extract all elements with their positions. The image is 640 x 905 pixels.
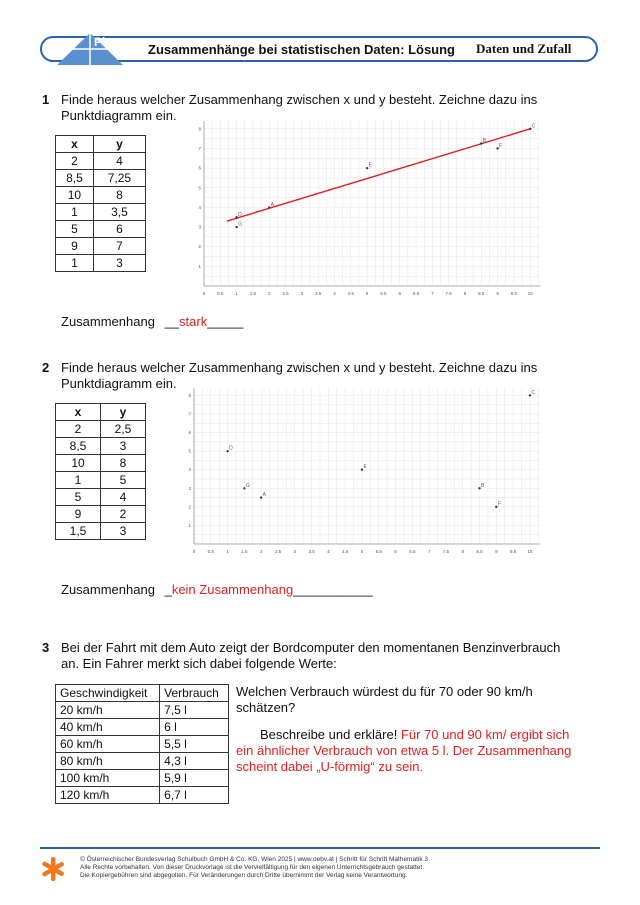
column-header: Verbrauch: [160, 685, 229, 702]
x-tick-label: 9.5: [509, 549, 517, 554]
task1-table: [55, 135, 146, 272]
y-tick-label: 3: [188, 485, 191, 491]
x-tick-label: 6: [394, 549, 397, 554]
x-tick-label: 5.5: [375, 549, 382, 554]
footer-line-3: Die Kopiergebühren sind abgegolten. Für Veränderungen durch Dritte übernimmt der Verlag keine Verantwortung.: [80, 872, 408, 879]
x-tick-label: 3: [300, 291, 304, 296]
x-tick-label: 7.5: [442, 549, 450, 554]
table-cell: 3: [101, 438, 146, 455]
table-cell: 6,7 l: [160, 787, 229, 804]
table-row: [56, 472, 146, 489]
x-tick-label: 7.5: [445, 291, 452, 296]
task1-answer-prefix: __: [164, 314, 180, 329]
table-cell: 6 l: [160, 719, 229, 736]
table-row: [56, 438, 146, 455]
x-tick-label: 1.5: [241, 549, 248, 554]
task2-answer-label: Zusammenhang: [61, 582, 155, 597]
x-tick-label: 7: [431, 291, 434, 296]
table-cell: 6: [93, 221, 145, 238]
table-cell: 8,5: [56, 438, 101, 455]
column-header: y: [93, 136, 145, 153]
column-header: Geschwindigkeit: [56, 685, 160, 702]
y-tick-label: 1: [188, 522, 191, 528]
task1-scatter-chart: [196, 115, 548, 300]
table-header-row: [56, 404, 146, 421]
table-header-row: [56, 685, 229, 702]
point-label: G: [245, 482, 250, 489]
task2-table: [55, 403, 146, 540]
x-tick-label: 9: [496, 291, 499, 296]
table-cell: 3: [101, 523, 146, 540]
y-tick-label: 5: [198, 185, 201, 191]
footer-text: [80, 856, 428, 880]
table-row: [56, 523, 146, 540]
task2-text: Finde heraus welcher Zusammenhang zwischen x und y besteht. Zeichne dazu ins Punktdiagramm ein.: [61, 360, 538, 391]
table-cell: 5,5 l: [160, 736, 229, 753]
table-cell: 3: [93, 255, 145, 272]
y-tick-label: 4: [188, 467, 191, 473]
y-tick-label: 2: [198, 244, 201, 250]
point-label: A: [270, 201, 275, 208]
table-row: [56, 506, 146, 523]
x-tick-label: 2.5: [274, 549, 282, 554]
x-tick-label: 8.5: [476, 549, 483, 554]
table-row: [56, 736, 229, 753]
x-tick-label: 1: [235, 291, 238, 296]
task1-answer-label: Zusammenhang: [61, 314, 155, 329]
table-cell: 60 km/h: [56, 736, 160, 753]
x-tick-label: 9: [495, 549, 498, 554]
x-tick-label: 1.5: [249, 291, 257, 296]
table-cell: 2: [101, 506, 146, 523]
point-label: C: [531, 389, 536, 396]
y-tick-label: 1: [198, 263, 201, 269]
x-tick-label: 1: [226, 549, 229, 554]
table-row: [56, 221, 146, 238]
task3-number: 3: [42, 640, 50, 655]
task2-scatter-chart: [186, 382, 548, 558]
x-tick-label: 9.5: [510, 291, 518, 296]
x-tick-label: 4: [333, 291, 336, 296]
y-tick-label: 5: [188, 448, 191, 454]
task2-answer-line: [61, 582, 373, 597]
table-cell: 80 km/h: [56, 753, 160, 770]
x-tick-label: 3.5: [315, 291, 322, 296]
task2-number: 2: [42, 360, 50, 375]
x-tick-label: 7: [427, 549, 431, 554]
table-row: [56, 455, 146, 472]
x-tick-label: 0.5: [217, 291, 224, 296]
table-cell: 100 km/h: [56, 770, 160, 787]
x-tick-label: 8: [463, 291, 467, 296]
x-tick-label: 4.5: [342, 549, 349, 554]
table-cell: 9: [56, 238, 94, 255]
table-cell: 20 km/h: [56, 702, 160, 719]
subject-label: Daten und Zufall: [476, 41, 572, 56]
table-cell: 4: [93, 153, 145, 170]
x-tick-label: 6.5: [409, 549, 416, 554]
table-cell: 10: [56, 455, 101, 472]
table-cell: 7,25: [93, 170, 145, 187]
x-tick-label: 4.5: [347, 291, 354, 296]
table-row: [56, 719, 229, 736]
table-row: [56, 489, 146, 506]
table-cell: 5: [56, 221, 94, 238]
x-tick-label: 5: [365, 291, 369, 296]
x-tick-label: 0: [192, 549, 196, 554]
task3-table: [55, 684, 229, 804]
table-row: [56, 204, 146, 221]
x-tick-label: 2.5: [282, 291, 289, 296]
x-tick-label: 3: [293, 549, 297, 554]
table-cell: 4,3 l: [160, 753, 229, 770]
y-tick-label: 3: [198, 224, 201, 230]
x-tick-label: 5: [360, 549, 364, 554]
footer-rule: [40, 847, 600, 849]
y-tick-label: 4: [198, 204, 201, 210]
x-tick-label: 8: [461, 549, 464, 554]
task3-answer-block: [236, 727, 586, 775]
task1-answer-suffix: _____: [207, 314, 244, 329]
table-row: [56, 702, 229, 719]
table-cell: 5: [101, 472, 146, 489]
task3-instruction: Beschreibe und erkläre!: [260, 727, 398, 742]
x-tick-label: 0: [202, 291, 206, 296]
y-tick-label: 2: [188, 504, 191, 510]
x-tick-label: 0.5: [207, 549, 214, 554]
x-tick-label: 10: [527, 291, 533, 296]
task1-answer-line: [61, 314, 243, 329]
y-tick-label: 7: [198, 146, 201, 151]
point-label: E: [368, 162, 372, 169]
table-header-row: [56, 136, 146, 153]
point-label: E: [363, 464, 367, 471]
x-tick-label: 4: [327, 549, 330, 554]
point-label: B: [482, 138, 487, 145]
footer-line-2: Alle Rechte vorbehalten. Von dieser Druckvorlage ist die Vervielfältigung für den eigenen Unterrichtsgebrauch gestattet.: [80, 864, 424, 871]
table-row: [56, 421, 146, 438]
table-cell: 3,5: [93, 204, 145, 221]
table-cell: 10: [56, 187, 94, 204]
point-label: F: [499, 143, 503, 149]
x-tick-label: 6: [398, 291, 401, 296]
y-tick-label: 6: [188, 430, 191, 436]
table-cell: 120 km/h: [56, 787, 160, 804]
logo-text: Plus: [94, 35, 120, 49]
x-tick-label: 2: [259, 549, 263, 554]
point-label: B: [481, 482, 485, 489]
x-tick-label: 2: [267, 291, 271, 296]
table-cell: 2,5: [101, 421, 146, 438]
table-cell: 2: [56, 421, 101, 438]
point-label: G: [238, 221, 243, 228]
table-row: [56, 187, 146, 204]
point-label: D: [238, 211, 242, 218]
x-tick-label: 5.5: [380, 291, 387, 296]
point-label: C: [531, 123, 536, 130]
x-tick-label: 8.5: [478, 291, 485, 296]
table-row: [56, 170, 146, 187]
task2-answer-prefix: _: [164, 582, 172, 597]
point-label: D: [229, 445, 233, 452]
table-cell: 1: [56, 204, 94, 221]
task1-number: 1: [42, 92, 50, 107]
footer-line-1: © Österreichischer Bundesverlag Schulbuch GmbH & Co. KG, Wien 2025 | www.oebv.at | Schritt für Schritt Mathematik 3: [80, 856, 428, 863]
table-row: [56, 770, 229, 787]
task2-answer-suffix: ___________: [293, 582, 373, 597]
table-row: [56, 238, 146, 255]
table-cell: 5: [56, 489, 101, 506]
table-cell: 9: [56, 506, 101, 523]
table-cell: 40 km/h: [56, 719, 160, 736]
point-label: F: [497, 501, 501, 508]
table-cell: 7: [93, 238, 145, 255]
x-tick-label: 10: [527, 549, 533, 554]
column-header: y: [101, 404, 146, 421]
table-row: [56, 753, 229, 770]
point-label: A: [262, 492, 267, 499]
column-header: x: [56, 136, 94, 153]
task3-question: Welchen Verbrauch würdest du für 70 oder 90 km/h schätzen?: [236, 684, 533, 715]
task2-answer: kein Zusammenhang: [171, 582, 294, 597]
table-row: [56, 153, 146, 170]
table-cell: 1,5: [56, 523, 101, 540]
publisher-star-icon: [40, 856, 66, 882]
y-tick-label: 8: [188, 392, 191, 398]
table-cell: 8,5: [56, 170, 94, 187]
table-cell: 7,5 l: [160, 702, 229, 719]
table-cell: 8: [93, 187, 145, 204]
x-tick-label: 3.5: [308, 549, 315, 554]
table-row: [56, 255, 146, 272]
y-tick-label: 6: [198, 165, 201, 171]
task1-text: Finde heraus welcher Zusammenhang zwischen x und y besteht. Zeichne dazu ins Punktdiagramm ein.: [61, 92, 538, 123]
table-cell: 2: [56, 153, 94, 170]
y-tick-label: 7: [188, 411, 191, 417]
y-tick-label: 8: [198, 126, 201, 132]
table-cell: 4: [101, 489, 146, 506]
x-tick-label: 6.5: [412, 291, 420, 296]
table-cell: 1: [56, 472, 101, 489]
task3-answer: Für 70 und 90 km/ ergibt sich ein ähnlicher Verbrauch von etwa 5 l. Der Zusammenhang scheint dabei „U-förmig“ zu sein.: [236, 727, 572, 774]
table-row: [56, 787, 229, 804]
table-cell: 1: [56, 255, 94, 272]
page-title: Zusammenhänge bei statistischen Daten: Lösung: [148, 42, 455, 57]
task3-text: Bei der Fahrt mit dem Auto zeigt der Bordcomputer den momentanen Benzinverbrauch an. Ein Fahrer merkt sich dabei folgende Werte:: [61, 640, 561, 671]
table-cell: 5,9 l: [160, 770, 229, 787]
table-cell: 8: [101, 455, 146, 472]
task1-answer: stark: [179, 314, 208, 329]
column-header: x: [56, 404, 101, 421]
